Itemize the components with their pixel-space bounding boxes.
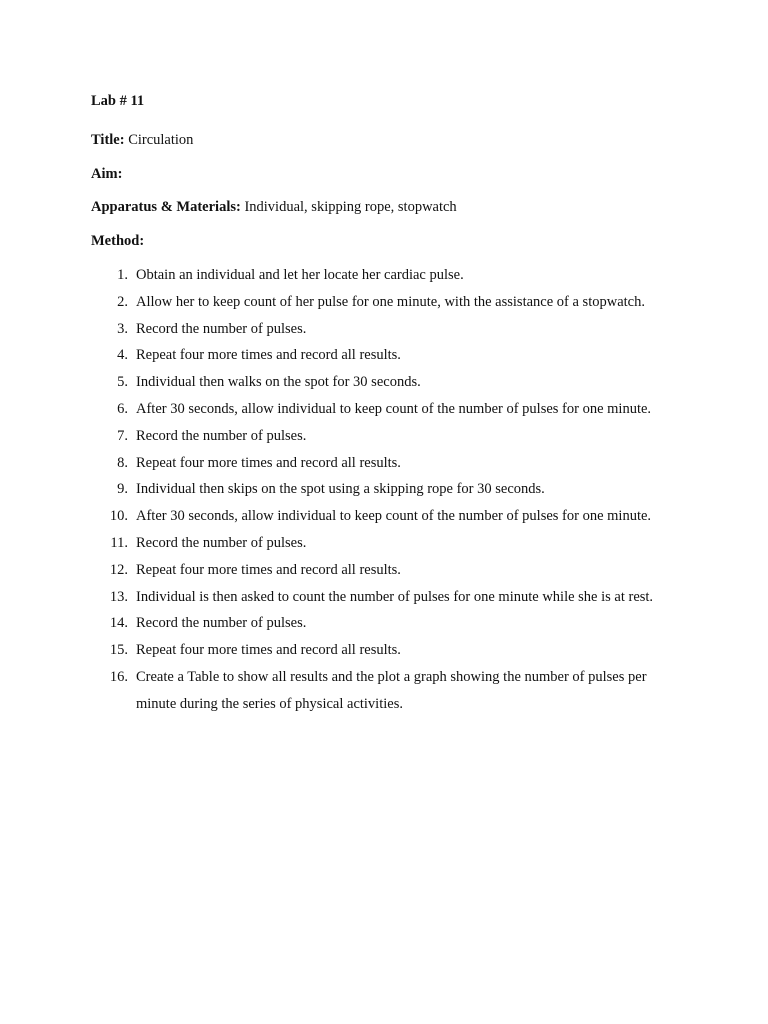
method-step: [0, 480, 768, 507]
method-step: [0, 346, 768, 373]
step-text: Repeat four more times and record all results.: [136, 561, 401, 578]
step-text: Repeat four more times and record all results.: [136, 454, 401, 471]
step-number: 8.: [117, 454, 128, 471]
step-number: 11.: [110, 534, 128, 551]
step-text: Repeat four more times and record all results.: [136, 347, 401, 364]
method-step: [0, 561, 768, 588]
step-text: Allow her to keep count of her pulse for one minute, with the assistance of a stopwatch.: [136, 293, 645, 310]
method-step: [0, 534, 768, 561]
method-step: [0, 400, 768, 427]
step-number: 16.: [109, 668, 128, 685]
step-text: Individual is then asked to count the number of pulses for one minute while she is at rest.: [136, 588, 654, 605]
step-text: Record the number of pulses.: [136, 427, 307, 444]
method-step: [0, 588, 768, 615]
step-number: 5.: [117, 374, 128, 391]
step-text: Obtain an individual and let her locate her cardiac pulse.: [136, 267, 464, 283]
step-number: 4.: [117, 347, 128, 364]
step-number: 3.: [117, 320, 128, 337]
step-text: Create a Table to show all results and the plot a graph showing the number of pulses per minute during the series of physical activities.: [136, 668, 647, 712]
step-number: 1.: [117, 267, 128, 283]
title-value: Circulation: [128, 132, 194, 148]
method-step: [0, 266, 768, 293]
apparatus-label: Apparatus & Materials:: [91, 199, 241, 215]
step-text: Record the number of pulses.: [136, 534, 307, 551]
step-number: 10.: [109, 508, 128, 525]
step-number: 12.: [109, 561, 128, 578]
lab-heading: Lab # 11: [91, 93, 145, 109]
step-number: 6.: [117, 400, 128, 417]
method-step: [0, 373, 768, 400]
method-step: [0, 454, 768, 481]
apparatus-value: Individual, skipping rope, stopwatch: [244, 199, 457, 215]
step-text: Individual then walks on the spot for 30 seconds.: [136, 374, 421, 391]
aim-line: [91, 166, 122, 183]
step-text: After 30 seconds, allow individual to keep count of the number of pulses for one minute.: [136, 508, 652, 525]
method-step: [0, 320, 768, 347]
method-step: [0, 427, 768, 454]
step-text: Record the number of pulses.: [136, 615, 307, 632]
step-number: 9.: [117, 481, 128, 498]
step-text: After 30 seconds, allow individual to keep count of the number of pulses for one minute.: [136, 400, 652, 417]
step-number: 2.: [117, 293, 128, 310]
apparatus-line: [91, 199, 457, 216]
method-step: [0, 614, 768, 641]
step-number: 13.: [109, 588, 128, 605]
step-number: 7.: [117, 427, 128, 444]
method-heading: Method:: [91, 233, 145, 249]
title-line: [91, 132, 193, 149]
step-text: Repeat four more times and record all results.: [136, 642, 401, 659]
aim-label: Aim:: [91, 166, 123, 182]
method-step: [0, 293, 768, 320]
method-step: [0, 507, 768, 534]
step-text: Record the number of pulses.: [136, 320, 307, 337]
step-number: 14.: [109, 615, 128, 632]
title-label: Title:: [91, 132, 125, 148]
method-step: [0, 668, 768, 722]
method-steps-list: [0, 266, 768, 722]
step-text: Individual then skips on the spot using a skipping rope for 30 seconds.: [136, 481, 545, 498]
step-number: 15.: [109, 642, 128, 659]
